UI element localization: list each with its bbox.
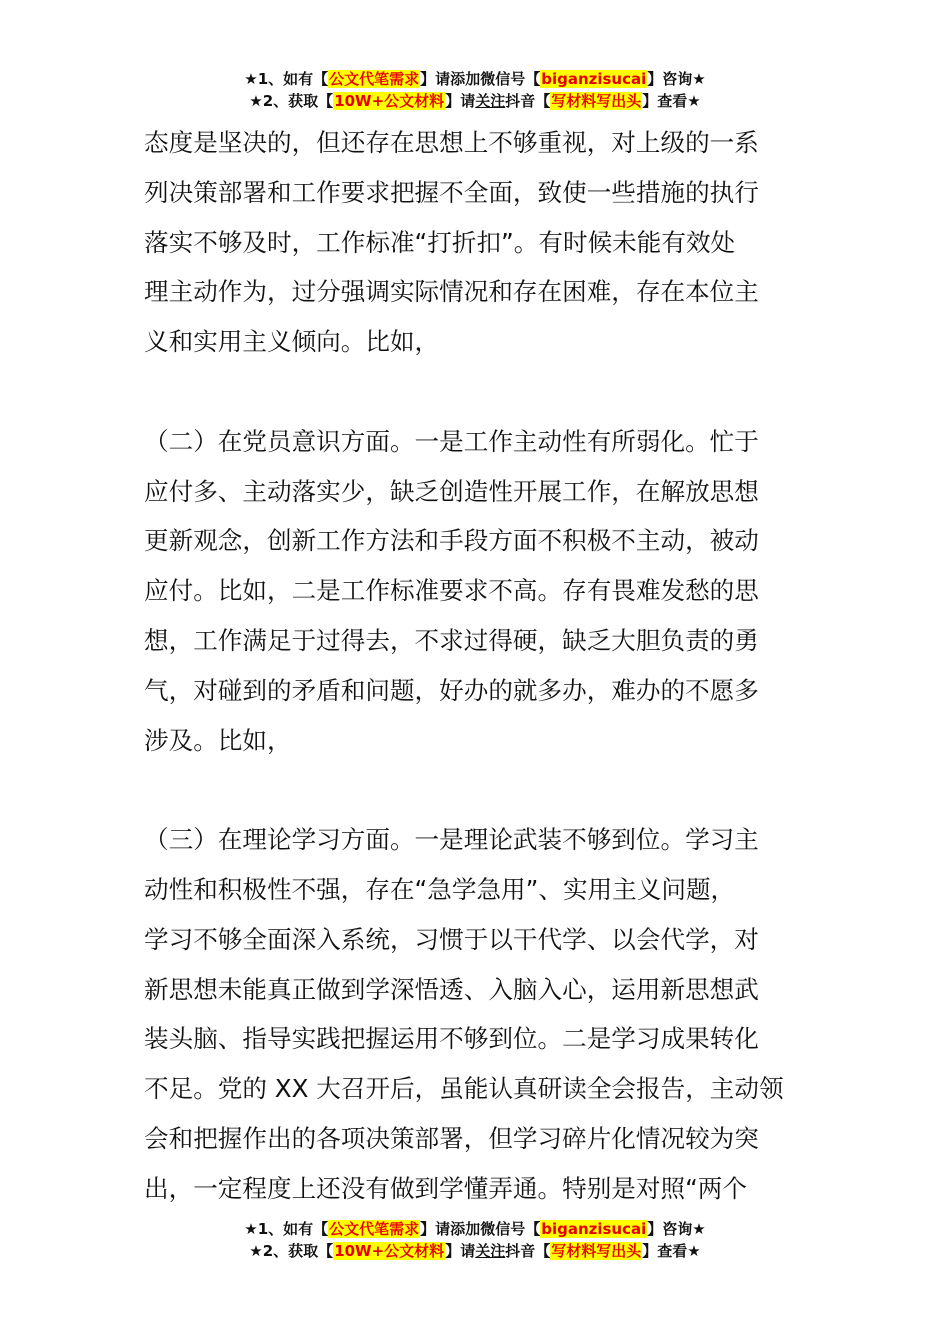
promo-highlight: 公文代笔需求 — [329, 70, 420, 88]
promo-text: ★2、获取【 — [249, 92, 334, 110]
promo-line-2 — [0, 90, 950, 112]
text-line: 列决策部署和工作要求把握不全面，致使一些措施的执行 — [144, 177, 759, 207]
promo-highlight: 10W+公文材料 — [334, 1242, 445, 1260]
text-line: 应付。比如，二是工作标准要求不高。存有畏难发愁的思 — [144, 576, 759, 606]
text-line: 义和实用主义倾向。比如， — [144, 327, 440, 357]
text-line: 应付多、主动落实少，缺乏创造性开展工作，在解放思想 — [144, 476, 759, 506]
text-line: （三）在理论学习方面。一是理论武装不够到位。学习主 — [144, 825, 759, 855]
promo-line-1 — [0, 1218, 950, 1240]
promo-underline: 关注 — [475, 1242, 506, 1260]
text-line: 想，工作满足于过得去，不求过得硬，缺乏大胆负责的勇 — [144, 625, 759, 655]
promo-highlight: biganzisucai — [541, 1220, 647, 1238]
promo-text: 加 — [465, 70, 481, 88]
promo-header — [0, 68, 950, 112]
paragraph-gap — [144, 765, 808, 815]
text-line: 涉及。比如， — [144, 725, 292, 755]
promo-highlight: 写材料写出头 — [551, 92, 642, 110]
promo-line-1 — [0, 68, 950, 90]
promo-text: 】请 — [445, 92, 476, 110]
promo-highlight: 公文代笔需求 — [329, 1220, 420, 1238]
promo-text: 抖音【 — [505, 1242, 551, 1260]
promo-line-2 — [0, 1240, 950, 1262]
promo-text: ★1、如有【 — [244, 1220, 329, 1238]
promo-text: 】请添 — [420, 1220, 466, 1238]
paragraph-1 — [144, 118, 808, 367]
promo-text: ★1、如有【 — [244, 70, 329, 88]
text-line: 动性和积极性不强，存在“急学急用”、实用主义问题， — [144, 874, 736, 904]
promo-text: 加 — [465, 1220, 481, 1238]
promo-text: 】咨询★ — [647, 70, 706, 88]
document-body — [144, 118, 808, 1214]
promo-text: 】请添 — [420, 70, 466, 88]
promo-highlight: 10W+公文材料 — [334, 92, 445, 110]
promo-text: ★2、获取【 — [249, 1242, 334, 1260]
text-line: 会和把握作出的各项决策部署，但学习碎片化情况较为突 — [144, 1123, 759, 1153]
promo-text: 微信号【 — [480, 1220, 541, 1238]
promo-highlight: 写材料写出头 — [551, 1242, 642, 1260]
promo-text: 】查看★ — [642, 1242, 701, 1260]
promo-text: 抖音【 — [505, 92, 551, 110]
text-line: 出，一定程度上还没有做到学懂弄通。特别是对照“两个 — [144, 1173, 747, 1203]
text-line: 气，对碰到的矛盾和问题，好办的就多办，难办的不愿多 — [144, 675, 759, 705]
promo-text: 】查看★ — [642, 92, 701, 110]
text-line: 装头脑、指导实践把握运用不够到位。二是学习成果转化 — [144, 1024, 759, 1054]
text-line: 学习不够全面深入系统，习惯于以干代学、以会代学，对 — [144, 924, 759, 954]
text-line: 理主动作为，过分强调实际情况和存在困难，存在本位主 — [144, 277, 759, 307]
promo-footer — [0, 1218, 950, 1262]
text-line: 更新观念，创新工作方法和手段方面不积极不主动，被动 — [144, 526, 759, 556]
text-line: 落实不够及时，工作标准“打折扣”。有时候未能有效处 — [144, 227, 736, 257]
text-line: 新思想未能真正做到学深悟透、入脑入心，运用新思想武 — [144, 974, 759, 1004]
promo-underline: 关注 — [475, 92, 506, 110]
text-line: 态度是坚决的，但还存在思想上不够重视，对上级的一系 — [144, 128, 759, 157]
paragraph-2 — [144, 417, 808, 766]
paragraph-gap — [144, 367, 808, 417]
text-line: 不足。党的 XX 大召开后，虽能认真研读全会报告，主动领 — [144, 1074, 784, 1104]
promo-text: 】请 — [445, 1242, 476, 1260]
promo-text: 】咨询★ — [647, 1220, 706, 1238]
text-line: （二）在党员意识方面。一是工作主动性有所弱化。忙于 — [144, 426, 759, 456]
promo-highlight: biganzisucai — [541, 70, 647, 88]
promo-text: 微信号【 — [480, 70, 541, 88]
paragraph-3 — [144, 815, 808, 1213]
